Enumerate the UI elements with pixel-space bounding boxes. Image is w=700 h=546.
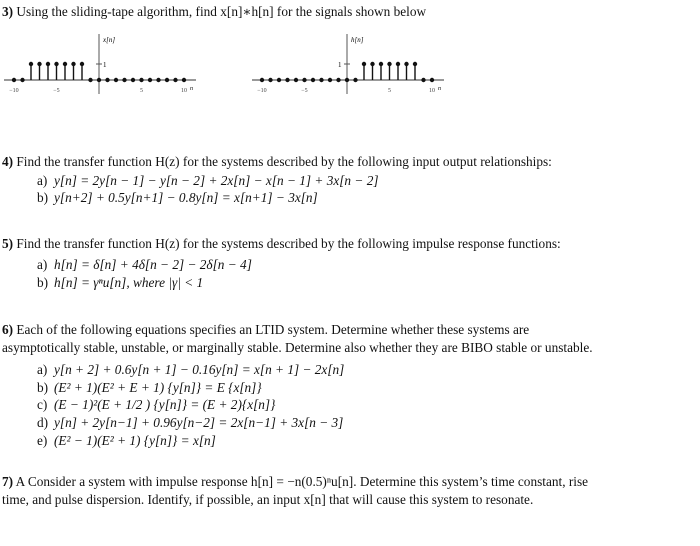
problem-text-cont: asymptotically stable, unstable, or marginally stable. Determine also whether they are BIBO stable or unstable. (2, 340, 593, 355)
item-label: a) (37, 257, 48, 272)
x-tick-label: −5 (53, 88, 60, 94)
problem-text: A Consider a system with impulse response h[n] = −n(0.5)ⁿu[n]. Determine this system’s time constant, rise (15, 474, 589, 489)
problem-text-cont: time, and pulse dispersion. Identify, if possible, an input x[n] that will cause this system to resonate. (2, 492, 534, 507)
item-4a (37, 173, 379, 189)
stem-marker (156, 78, 160, 82)
problem-text: Each of the following equations specifies an LTID system. Determine whether these systems are (16, 322, 530, 337)
y-tick-label: 1 (338, 61, 342, 69)
item-label: b) (37, 190, 49, 205)
stem-marker (379, 62, 383, 66)
stem-marker (131, 78, 135, 82)
item-6c (37, 397, 275, 413)
plot-h (248, 28, 458, 108)
stem-marker (139, 78, 143, 82)
stem-marker (105, 78, 109, 82)
problem-number: 3) (2, 4, 14, 19)
stem-marker (277, 78, 281, 82)
stem-marker (370, 62, 374, 66)
stem-marker (268, 78, 272, 82)
x-tick-label: 10 (429, 88, 435, 94)
equation: y[n] = 2y[n − 1] − y[n − 2] + 2x[n] − x[n − 1] + 3x[n − 2] (54, 173, 379, 188)
stem-marker (20, 78, 24, 82)
problem-3 (2, 4, 426, 20)
item-6a (37, 362, 344, 378)
item-label: e) (37, 433, 48, 448)
problem-number: 5) (2, 236, 14, 251)
problem-number: 4) (2, 154, 14, 169)
item-6e (37, 433, 216, 449)
x-tick-label: −10 (9, 88, 19, 94)
stem-marker (396, 62, 400, 66)
stem-marker (80, 62, 84, 66)
stem-marker (12, 78, 16, 82)
item-5a (37, 257, 252, 273)
stem-marker (336, 78, 340, 82)
problem-text: Find the transfer function H(z) for the systems described by the following input output relationships: (16, 154, 552, 169)
equation: h[n] = δ[n] + 4δ[n − 2] − 2δ[n − 4] (54, 257, 252, 272)
stem-marker (122, 78, 126, 82)
stem-marker (165, 78, 169, 82)
stem-marker (421, 78, 425, 82)
item-label: c) (37, 397, 48, 412)
stem-marker (353, 78, 357, 82)
stem-marker (46, 62, 50, 66)
item-label: b) (37, 275, 49, 290)
stem-marker (173, 78, 177, 82)
problem-6 (2, 322, 529, 338)
y-axis-label: x[n] (103, 36, 116, 44)
stem-marker (328, 78, 332, 82)
y-tick-label: 1 (103, 61, 107, 69)
item-label: a) (37, 173, 48, 188)
x-axis-label: n (438, 86, 441, 92)
problem-number: 6) (2, 322, 14, 337)
problem-7 (2, 474, 588, 490)
stem-marker (294, 78, 298, 82)
item-6b (37, 380, 262, 396)
stem-marker (63, 62, 67, 66)
x-tick-label: −5 (301, 88, 308, 94)
stem-marker (319, 78, 323, 82)
item-5b (37, 275, 203, 291)
stem-marker (302, 78, 306, 82)
stem-marker (260, 78, 264, 82)
stem-marker (404, 62, 408, 66)
stem-marker (362, 62, 366, 66)
x-axis-label: n (190, 86, 193, 92)
stem-marker (29, 62, 33, 66)
equation: (E² − 1)(E² + 1) {y[n]} = x[n] (54, 433, 216, 448)
stem-marker (182, 78, 186, 82)
item-label: b) (37, 380, 49, 395)
stem-marker (88, 78, 92, 82)
stem-marker (345, 78, 349, 82)
stem-marker (114, 78, 118, 82)
equation: y[n + 2] + 0.6y[n + 1] − 0.16y[n] = x[n + 1] − 2x[n] (54, 362, 345, 377)
stem-marker (413, 62, 417, 66)
stem-marker (37, 62, 41, 66)
y-axis-label: h[n] (351, 36, 364, 44)
item-label: a) (37, 362, 48, 377)
problem-4 (2, 154, 552, 170)
problem-number: 7) (2, 474, 14, 489)
x-tick-label: 10 (181, 88, 187, 94)
stem-marker (54, 62, 58, 66)
stem-marker (148, 78, 152, 82)
stem-marker (97, 78, 101, 82)
stem-marker (430, 78, 434, 82)
problem-text: Using the sliding-tape algorithm, find x[n]∗h[n] for the signals shown below (16, 4, 427, 19)
item-6d (37, 415, 343, 431)
equation: h[n] = γⁿu[n], where |γ| < 1 (54, 275, 204, 290)
stem-marker (285, 78, 289, 82)
item-4b (37, 190, 318, 206)
equation: (E² + 1)(E² + E + 1) {y[n]} = E {x[n]} (54, 380, 262, 395)
stem-marker (311, 78, 315, 82)
stem-marker (71, 62, 75, 66)
problem-text: Find the transfer function H(z) for the systems described by the following impulse response functions: (16, 236, 561, 251)
problem-5 (2, 236, 561, 252)
x-tick-label: −10 (257, 88, 267, 94)
stem-marker (387, 62, 391, 66)
equation: y[n+2] + 0.5y[n+1] − 0.8y[n] = x[n+1] − 3x[n] (54, 190, 318, 205)
x-tick-label: 5 (388, 88, 391, 94)
plot-x (0, 28, 210, 108)
item-label: d) (37, 415, 49, 430)
equation: (E − 1)²(E + 1/2 ) {y[n]} = (E + 2){x[n]} (54, 397, 276, 412)
x-tick-label: 5 (140, 88, 143, 94)
equation: y[n] + 2y[n−1] + 0.96y[n−2] = 2x[n−1] + 3x[n − 3] (54, 415, 344, 430)
